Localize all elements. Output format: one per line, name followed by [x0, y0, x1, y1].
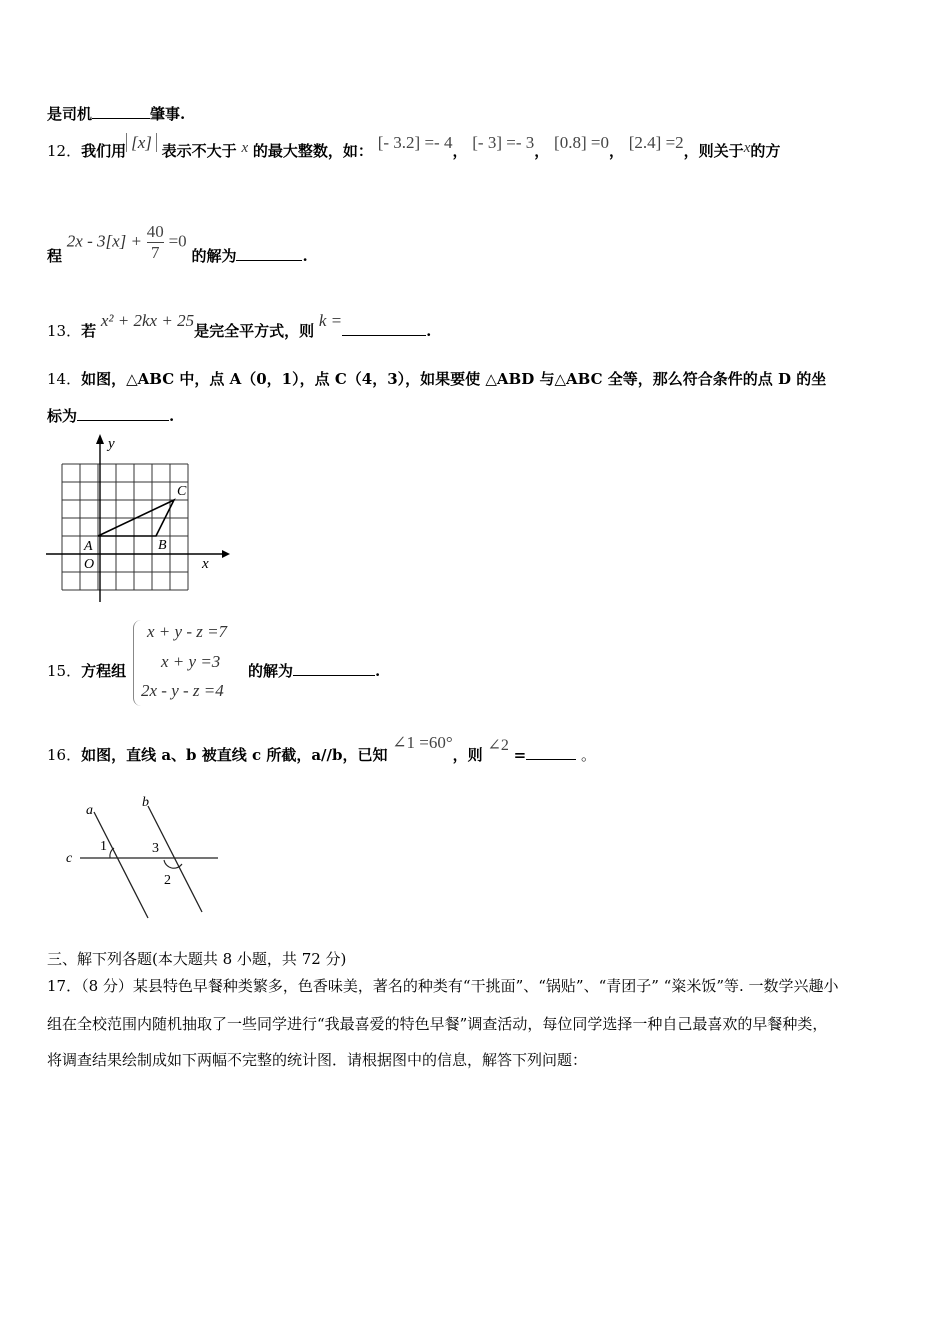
question-15: 15．方程组 [47, 662, 127, 680]
x-arrow-icon [222, 550, 230, 558]
label-3: 3 [152, 841, 159, 856]
example-4: [2.4] =2 [628, 133, 684, 152]
label-1: 1 [100, 839, 107, 854]
equation-left: 2x - 3[x] + [66, 231, 143, 251]
question-13: 13．若 x² + 2kx + 25是完全平方式，则 k =. [47, 311, 432, 340]
answer-blank [236, 246, 302, 261]
label-a: a [86, 803, 93, 818]
system-eq-2: x + y =3 [161, 652, 221, 671]
coordinate-grid-figure [40, 432, 230, 607]
angle-2-arc [164, 860, 182, 868]
polynomial: x² + 2kx + 25 [100, 311, 195, 330]
answer-blank [526, 745, 576, 760]
label-o: O [84, 557, 95, 572]
example-3: [0.8] =0 [554, 133, 609, 152]
question-12-line2: 程 2x - 3[x] + $\frac{40}{7}$ =0 的解为 . [47, 222, 308, 265]
label-c: c [66, 851, 73, 866]
bracket-x: [x] [126, 133, 157, 152]
answer-blank [293, 661, 375, 676]
example-2: [- 3] =- 3 [472, 133, 535, 152]
grid-lines [62, 464, 188, 590]
question-14-line1: 14．如图，△ABC 中，点 A（0，1），点 C（4，3），如果要使 △ABD 与△ABC 全等，那么符合条件的点 D 的坐 [47, 370, 827, 388]
answer-blank [77, 406, 169, 421]
line-b [148, 806, 202, 912]
label-b: B [158, 538, 167, 553]
question-14-line2: 标为 . [47, 407, 175, 425]
y-arrow-icon [96, 434, 104, 444]
top-line: 是司机 肇事. [47, 105, 186, 123]
answer-blank [92, 104, 150, 119]
system-eq-1: x + y - z =7 [147, 622, 228, 641]
question-17-line2: 组在全校范围内随机抽取了一些同学进行“我最喜爱的特色早餐”调查活动，每位同学选择一种自己最喜欢的早餐种类， [47, 1015, 828, 1033]
question-12-line1: 12．我们用 [x] 表示不大于 x 的最大整数，如： [- 3.2] =- 4， [- 3] =- 3， [0.8] =0， [2.4] =2，则关于x的方 [47, 133, 781, 160]
parallel-lines-figure [60, 790, 230, 922]
question-17-line3: 将调查结果绘制成如下两幅不完整的统计图．请根据图中的信息，解答下列问题： [47, 1051, 588, 1069]
section-3-heading: 三、解下列各题(本大题共 8 小题，共 72 分) [47, 950, 347, 968]
label-a: A [84, 539, 93, 554]
label-b: b [142, 795, 149, 810]
label-c: C [177, 484, 187, 499]
angle-2: ∠2 [487, 737, 509, 754]
question-17-line1: 17．（8 分）某县特色早餐种类繁多，色香味美，著名的种类有“干挑面”、“锅贴”、“青团子” “粢米饭”等. 一数学兴趣小 [47, 977, 839, 995]
question-15-answer: 的解为 . [248, 662, 381, 680]
line-a [94, 812, 148, 918]
system-eq-3: 2x - y - z =4 [141, 681, 224, 700]
x-label: x [202, 556, 209, 572]
fraction-40-7: $\frac{40}{7}$ [146, 222, 164, 262]
question-16: 16．如图，直线 a、b 被直线 c 所截，a//b，已知 ∠1 =60°，则 ∠2 = 。 [47, 733, 597, 764]
y-label: y [108, 436, 115, 452]
angle-1-given: ∠1 =60° [392, 733, 453, 752]
answer-blank [342, 321, 426, 336]
example-1: [- 3.2] =- 4 [377, 133, 453, 152]
label-2: 2 [164, 873, 171, 888]
